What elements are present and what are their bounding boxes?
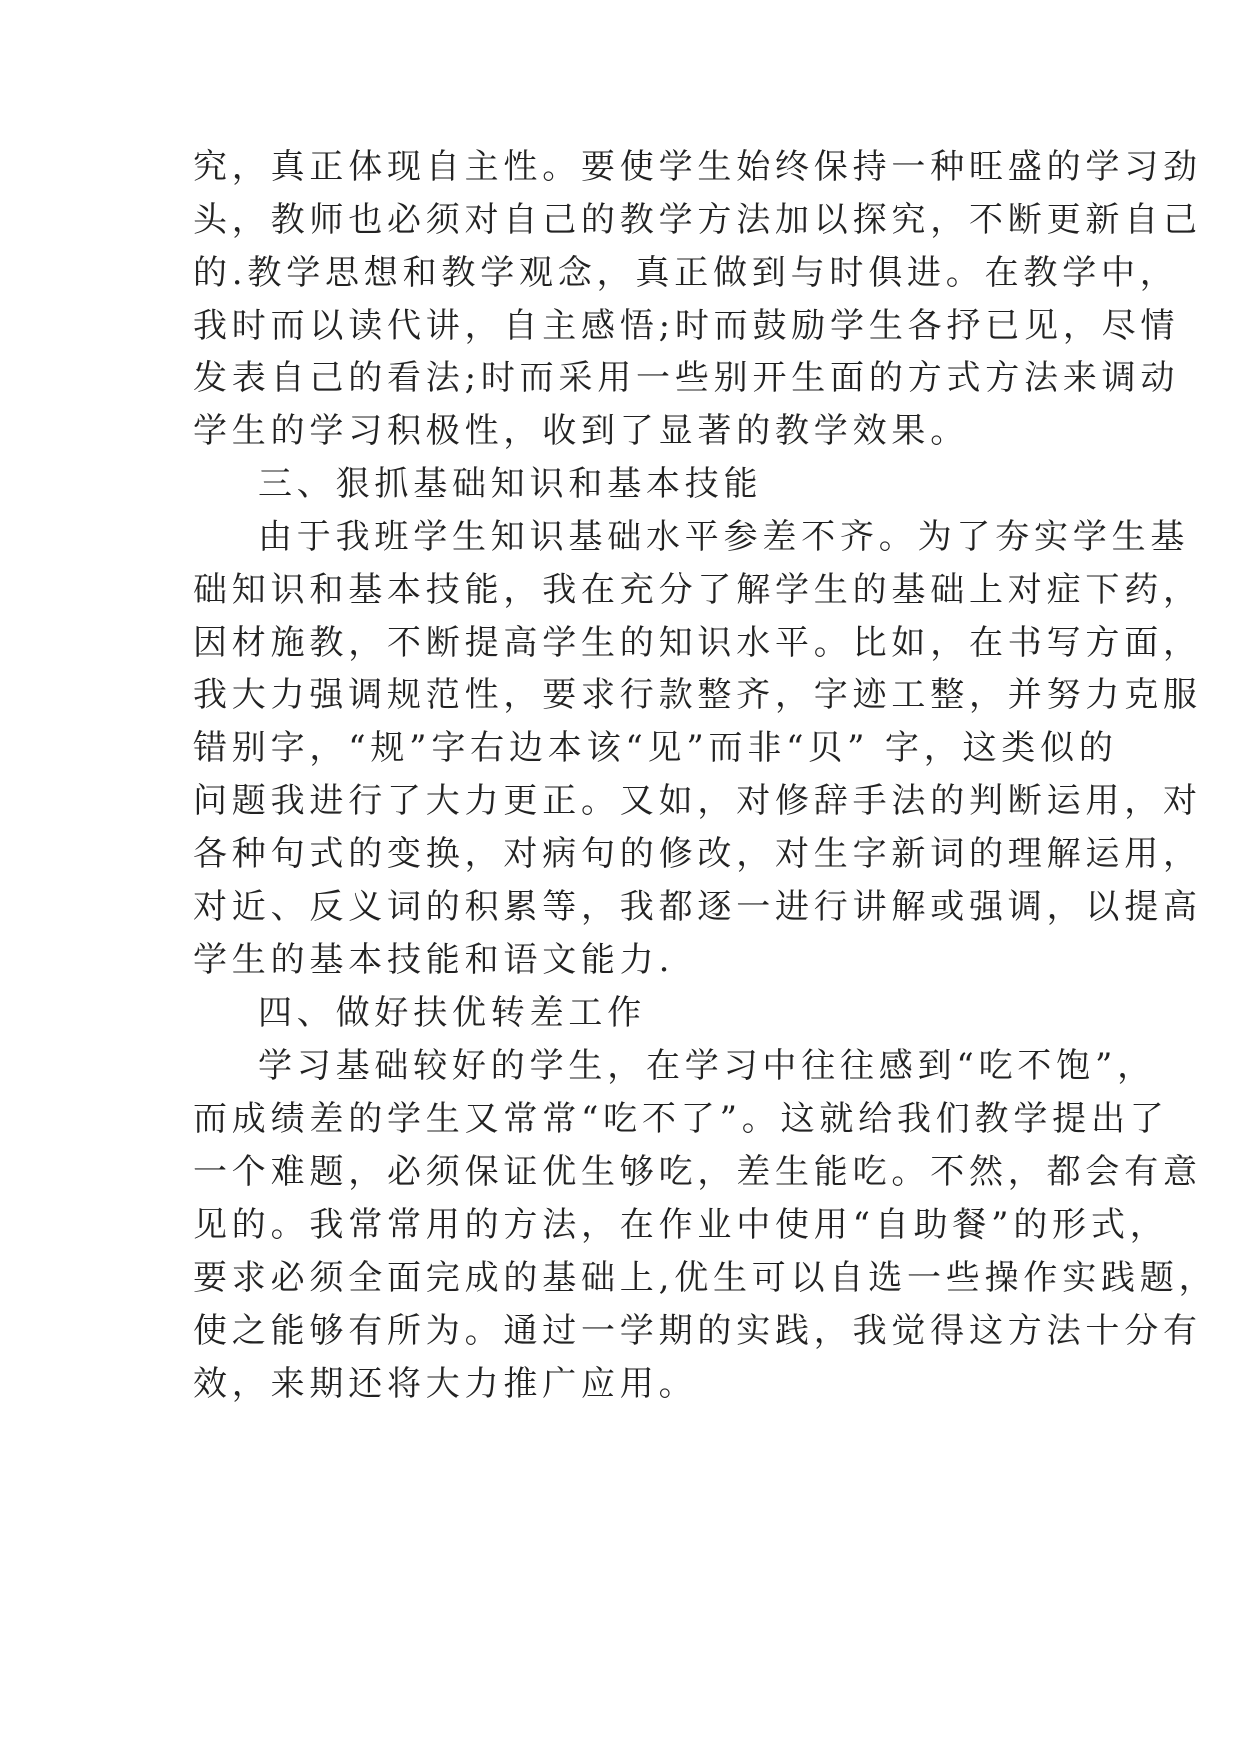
paragraph-line: 的.教学思想和教学观念，真正做到与时俱进。在教学中， xyxy=(193,253,1179,293)
paragraph-line: 我时而以读代讲，自主感悟;时而鼓励学生各抒已见，尽情 xyxy=(193,306,1180,346)
paragraph-line: 究，真正体现自主性。要使学生始终保持一种旺盛的学习劲 xyxy=(193,147,1202,187)
section-heading: 四、做好扶优转差工作 xyxy=(258,993,646,1033)
paragraph-line: 一个难题，必须保证优生够吃，差生能吃。不然，都会有意 xyxy=(193,1152,1202,1192)
paragraph-line: 效，来期还将大力推广应用。 xyxy=(193,1364,698,1404)
paragraph-line: 我大力强调规范性，要求行款整齐，字迹工整，并努力克服 xyxy=(193,675,1202,715)
section-heading: 三、狠抓基础知识和基本技能 xyxy=(258,464,763,504)
paragraph-line: 头，教师也必须对自己的教学方法加以探究，不断更新自己 xyxy=(193,200,1202,240)
paragraph-line: 问题我进行了大力更正。又如，对修辞手法的判断运用，对 xyxy=(193,781,1202,821)
paragraph-line: 使之能够有所为。通过一学期的实践，我觉得这方法十分有 xyxy=(193,1311,1202,1351)
paragraph-line: 由于我班学生知识基础水平参差不齐。为了夯实学生基 xyxy=(258,517,1190,557)
paragraph-line: 要求必须全面完成的基础上,优生可以自选一些操作实践题， xyxy=(193,1258,1218,1298)
paragraph-line: 础知识和基本技能，我在充分了解学生的基础上对症下药， xyxy=(193,570,1202,610)
paragraph-line: 而成绩差的学生又常常“吃不了”。这就给我们教学提出了 xyxy=(193,1099,1169,1139)
paragraph-line: 各种句式的变换，对病句的修改，对生字新词的理解运用， xyxy=(193,834,1202,874)
paragraph-line: 对近、反义词的积累等，我都逐一进行讲解或强调，以提高 xyxy=(193,887,1202,927)
paragraph-line: 学习基础较好的学生，在学习中往往感到“吃不饱”， xyxy=(258,1046,1156,1086)
paragraph-line: 学生的基本技能和语文能力. xyxy=(193,940,675,980)
paragraph-line: 见的。我常常用的方法，在作业中使用“自助餐”的形式， xyxy=(193,1205,1169,1245)
paragraph-line: 错别字，“规”字右边本该“见”而非“贝” 字，这类似的 xyxy=(193,728,1118,768)
paragraph-line: 学生的学习积极性，收到了显著的教学效果。 xyxy=(193,411,969,451)
paragraph-line: 发表自己的看法;时而采用一些别开生面的方式方法来调动 xyxy=(193,358,1180,398)
paragraph-line: 因材施教，不断提高学生的知识水平。比如，在书写方面， xyxy=(193,623,1202,663)
